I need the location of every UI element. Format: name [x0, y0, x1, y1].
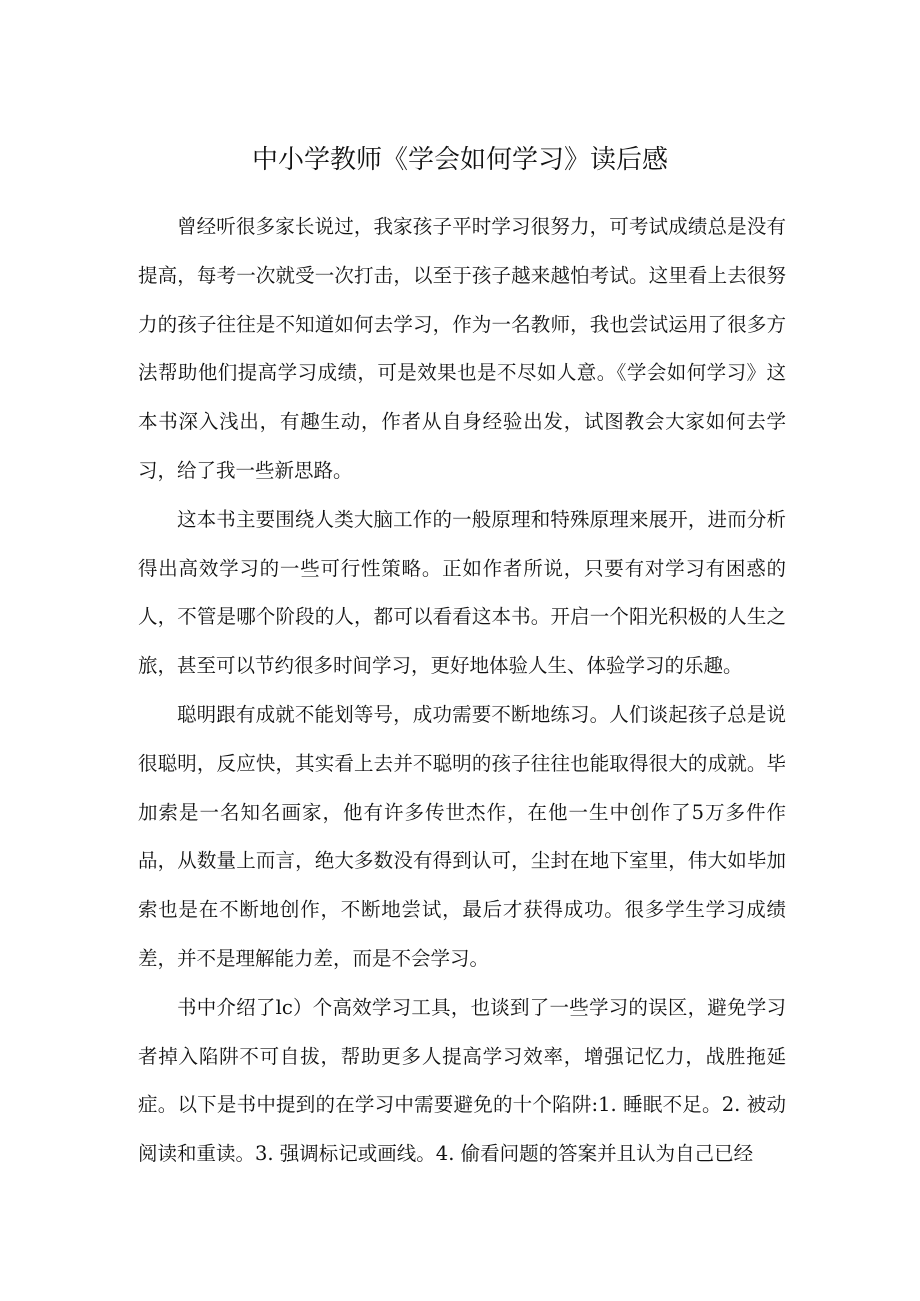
paragraph-3: 聪明跟有成就不能划等号，成功需要不断地练习。人们谈起孩子总是说很聪明，反应快，其实看上去并不聪明的孩子往往也能取得很大的成就。毕加索是一名知名画家，他有许多传世杰作，在他一生中创作了5万多件作品，从数量上而言，绝大多数没有得到认可，尘封在地下室里，伟大如毕加索也是在不断地创作，不断地尝试，最后才获得成功。很多学生学习成绩差，并不是理解能力差，而是不会学习。 — [138, 702, 786, 970]
paragraph-2: 这本书主要围绕人类大脑工作的一般原理和特殊原理来展开，进而分析得出高效学习的一些可行性策略。正如作者所说，只要有对学习有困惑的人，不管是哪个阶段的人，都可以看看这本书。开启一个阳光积极的人生之旅，甚至可以节约很多时间学习，更好地体验人生、体验学习的乐趣。 — [138, 507, 786, 678]
page-title: 中小学教师《学会如何学习》读后感 — [251, 145, 668, 175]
paragraph-1: 曾经听很多家长说过，我家孩子平时学习很努力，可考试成绩总是没有提高，每考一次就受一次打击，以至于孩子越来越怕考试。这里看上去很努力的孩子往往是不知道如何去学习，作为一名教师，我也尝试运用了很多方法帮助他们提高学习成绩，可是效果也是不尽如人意。《学会如何学习》这本书深入浅出，有趣生动，作者从自身经验出发，试图教会大家如何去学习，给了我一些新思路。 — [138, 215, 786, 482]
document-body — [138, 203, 786, 1179]
paragraph-4: 书中介绍了lc）个高效学习工具，也谈到了一些学习的误区，避免学习者掉入陷阱不可自拔，帮助更多人提高学习效率，增强记忆力，战胜拖延症。以下是书中提到的在学习中需要避免的十个陷阱:1. 睡眠不足。2. 被动阅读和重读。3. 强调标记或画线。4. 偷看问题的答案并且认为自己已经 — [138, 995, 786, 1166]
